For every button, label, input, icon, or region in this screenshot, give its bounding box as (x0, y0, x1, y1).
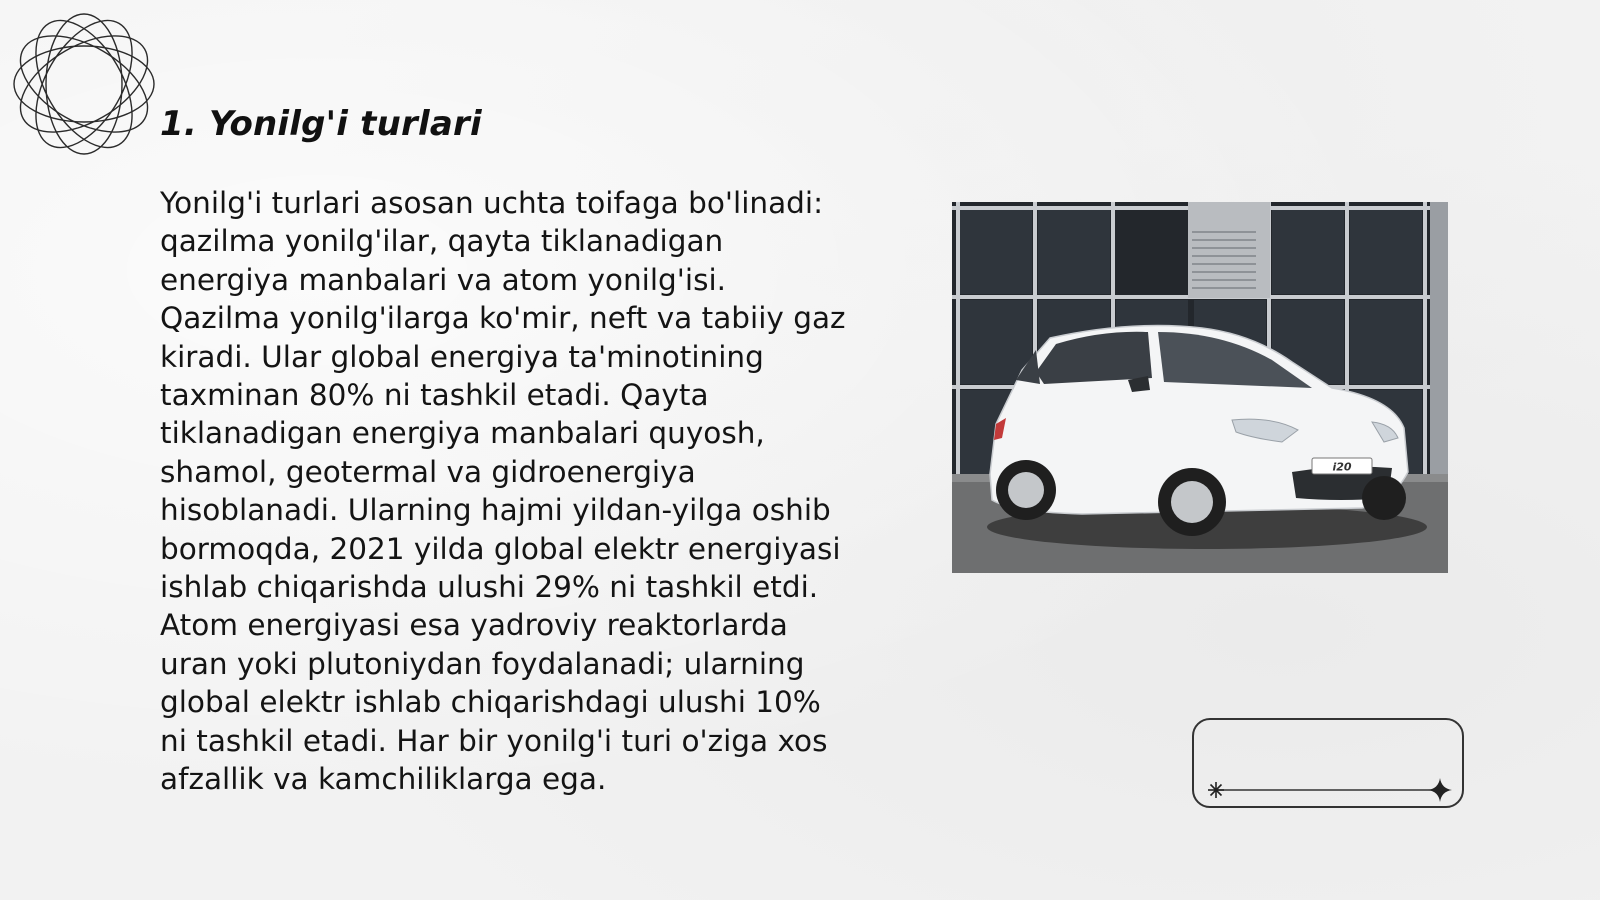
slide-title: 1. Yonilg'i turlari (160, 104, 482, 144)
star-cross-icon (1428, 778, 1452, 802)
slide-body-text: Yonilg'i turlari asosan uchta toifaga bo'linadi: qazilma yonilg'ilar, qayta tiklanadigan energiya manbalari va atom yonilg'isi. Qazilma yonilg'ilarga ko'mir, neft va tabiiy gaz kiradi. Ular global energiya ta'minotining taxminan 80% ni tashkil etadi. Qayta tiklanadigan energiya manbalari quyosh, shamol, geotermal va gidroenergiya hisoblanadi. Ularning hajmi yildan-yilga oshib bormoqda, 2021 yilda global elektr energiyasi ishlab chiqarishda ulushi 29% ni tashkil etdi. Atom energiyasi esa yadroviy reaktorlarda uran yoki plutoniydan foydalanadi; ularning global elektr ishlab chiqarishdagi ulushi 10% ni tashkil etadi. Har bir yonilg'i turi o'ziga xos afzallik va kamchiliklarga ega. (160, 186, 846, 797)
decorative-slider-box (1192, 718, 1464, 808)
car-badge: i20 (1332, 460, 1352, 474)
car-photo (952, 202, 1448, 573)
spirograph-ornament-icon (10, 10, 158, 158)
sparkle-icon (1208, 782, 1224, 798)
